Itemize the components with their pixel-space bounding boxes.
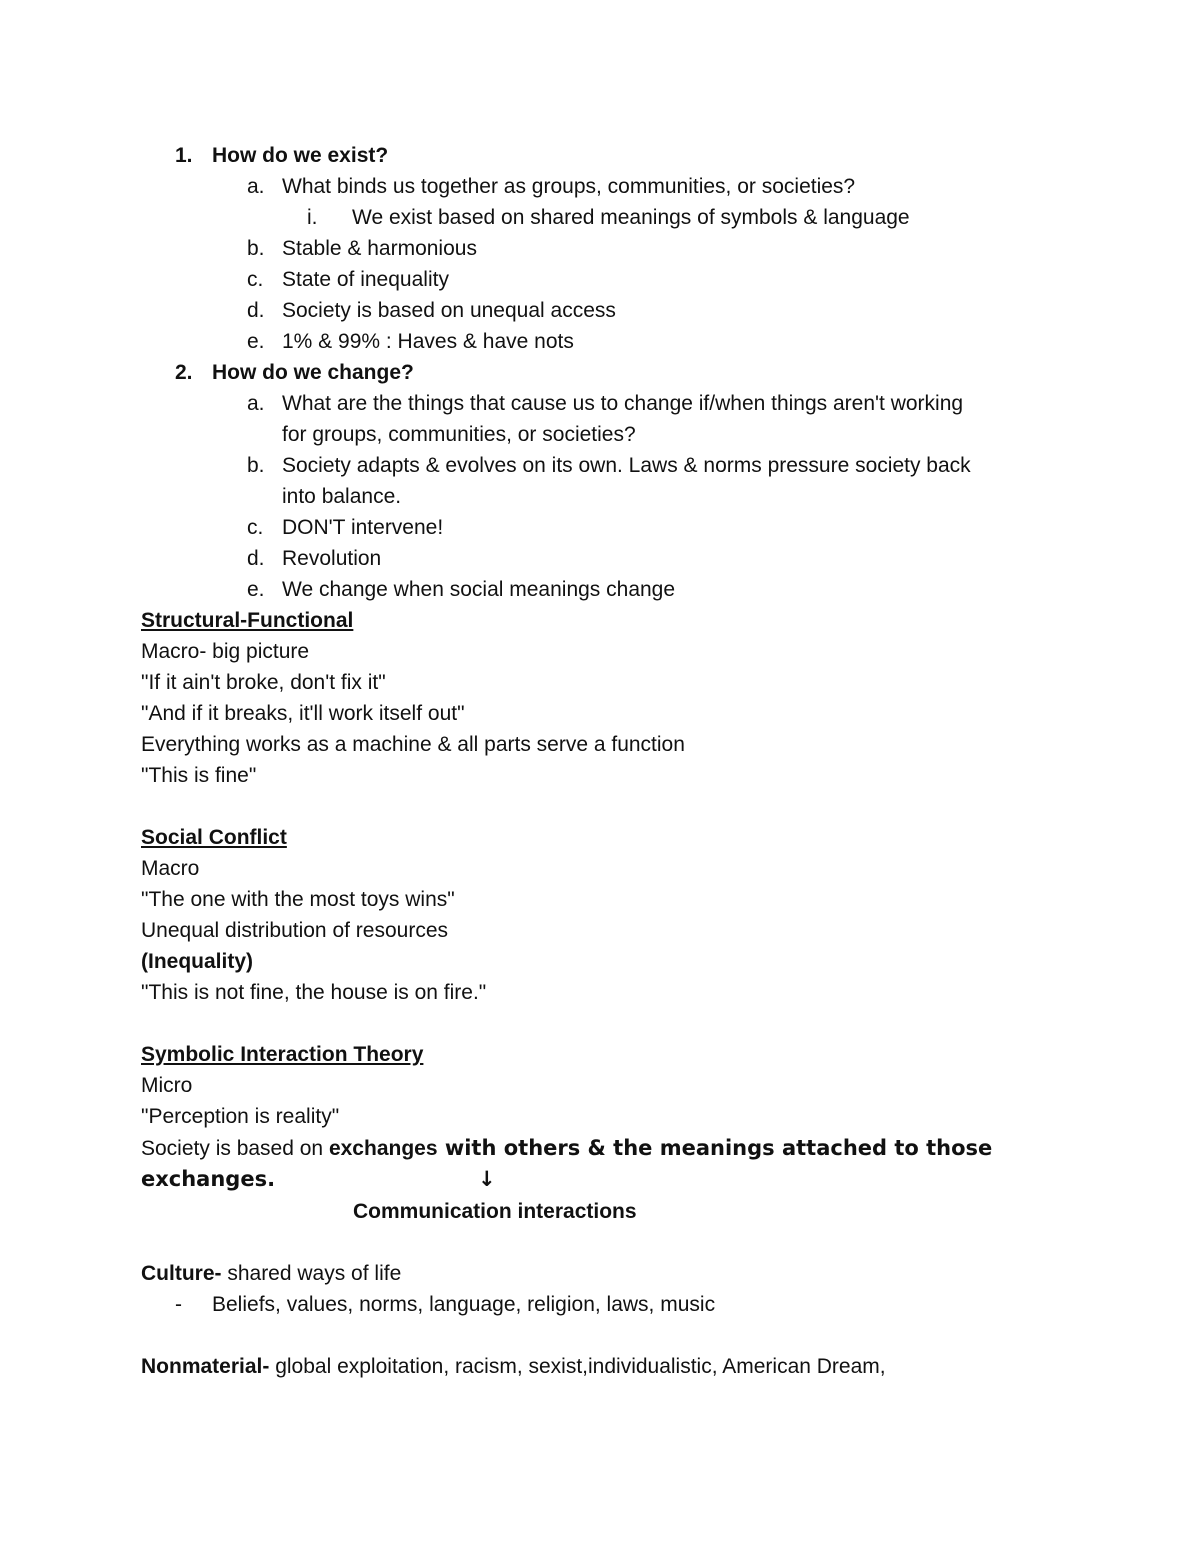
culture-definition: Culture- shared ways of life [141, 1262, 402, 1285]
question-2-title: How do we change? [212, 361, 414, 384]
text-line: Micro [141, 1074, 193, 1097]
text-line: Unequal distribution of resources [141, 919, 449, 942]
list-item: 1% & 99% : Haves & have nots [282, 330, 574, 353]
list-item-continued: for groups, communities, or societies? [282, 423, 636, 446]
text-line: Macro- big picture [141, 640, 310, 663]
list-marker: b. [247, 454, 265, 477]
text-line: Macro [141, 857, 200, 880]
list-marker: d. [247, 299, 265, 322]
list-marker: a. [247, 175, 265, 198]
list-item: Beliefs, values, norms, language, religion, laws, music [212, 1293, 716, 1316]
list-item: DON'T intervene! [282, 516, 444, 539]
list-item: State of inequality [282, 268, 449, 291]
list-item-continued: into balance. [282, 485, 402, 508]
section-heading-social-conflict: Social Conflict [141, 826, 287, 849]
list-item: Society adapts & evolves on its own. Laws & norms pressure society back [282, 454, 971, 477]
text-line-bold: Communication interactions [353, 1200, 637, 1223]
list-marker: d. [247, 547, 265, 570]
list-marker: e. [247, 578, 265, 601]
list-marker: b. [247, 237, 265, 260]
text-line-bold: (Inequality) [141, 950, 254, 973]
list-marker: c. [247, 268, 264, 291]
text-line: "This is not fine, the house is on fire." [141, 981, 487, 1004]
list-item: What binds us together as groups, communities, or societies? [282, 175, 856, 198]
list-marker: e. [247, 330, 265, 353]
list-number-2: 2. [175, 361, 193, 384]
list-item: Stable & harmonious [282, 237, 477, 260]
text-line: "This is fine" [141, 764, 257, 787]
section-heading-symbolic-interaction: Symbolic Interaction Theory [141, 1043, 424, 1066]
text-span: shared ways of life [221, 1262, 402, 1285]
list-item: What are the things that cause us to change if/when things aren't working [282, 392, 964, 415]
text-line-large-bold: exchanges. [141, 1167, 276, 1191]
list-item: We exist based on shared meanings of symbols & language [352, 206, 910, 229]
list-item: Revolution [282, 547, 382, 570]
list-marker: a. [247, 392, 265, 415]
text-span-bold: exchanges [328, 1137, 438, 1160]
list-marker: - [175, 1293, 182, 1316]
text-span: global exploitation, racism, sexist,individualistic, American Dream, [269, 1355, 886, 1378]
section-heading-structural-functional: Structural-Functional [141, 609, 354, 632]
text-line: "If it ain't broke, don't fix it" [141, 671, 386, 694]
list-marker: c. [247, 516, 264, 539]
nonmaterial-definition: Nonmaterial- global exploitation, racism, sexist,individualistic, American Dream, [141, 1355, 886, 1378]
list-item: We change when social meanings change [282, 578, 676, 601]
list-marker: i. [307, 206, 318, 229]
list-item: Society is based on unequal access [282, 299, 616, 322]
text-line: Everything works as a machine & all parts serve a function [141, 733, 685, 756]
list-number-1: 1. [175, 144, 193, 167]
question-1-title: How do we exist? [212, 144, 389, 167]
down-arrow-icon: ↓ [478, 1167, 496, 1191]
text-line-mixed [141, 1135, 992, 1162]
text-line: "Perception is reality" [141, 1105, 340, 1128]
text-line: "And if it breaks, it'll work itself out" [141, 702, 465, 725]
text-span: Society is based on [141, 1137, 329, 1160]
text-span-large-bold: with others & the meanings attached to those [437, 1136, 993, 1160]
text-line: "The one with the most toys wins" [141, 888, 455, 911]
